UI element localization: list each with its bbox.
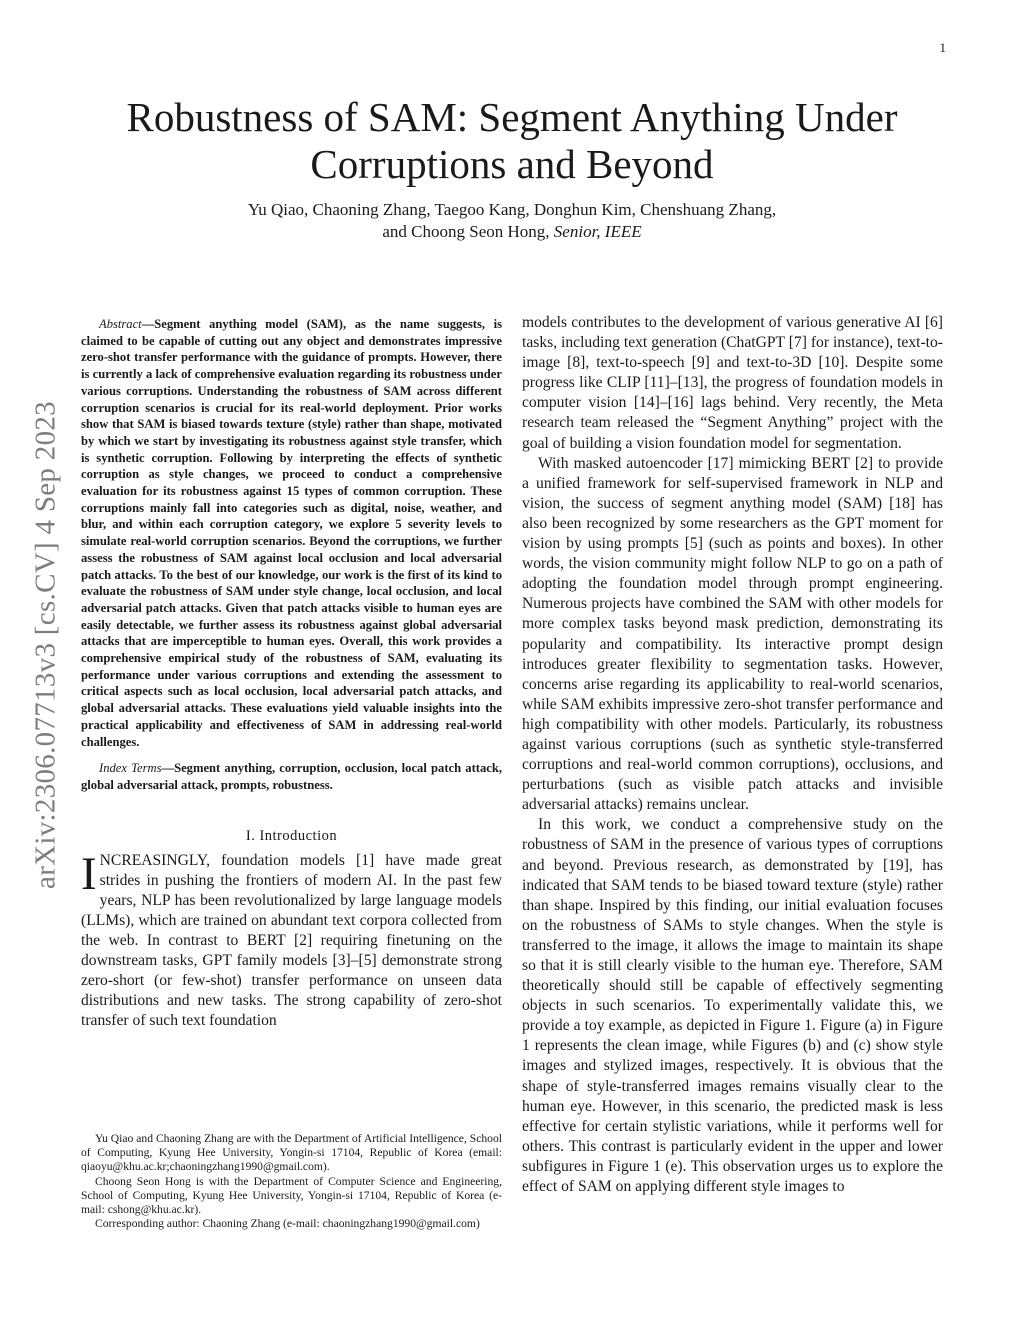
authors-line-2-prefix: and Choong Seon Hong,: [382, 222, 554, 241]
title-line-2: Corruptions and Beyond: [310, 141, 714, 187]
abstract: [81, 316, 502, 750]
title-line-1: Robustness of SAM: Segment Anything Under: [126, 94, 898, 140]
abstract-label: Abstract: [99, 317, 142, 331]
body-paragraph-1: models contributes to the development of various generative AI [6] tasks, including text generation (ChatGPT [7] for instance), text-to-image [8], text-to-speech [9] and text-to-3D [10]. Despite some progress like CLIP [11]–[13], the progress of foundation models in computer vision [14]–[16] lags behind. Very recently, the Meta research team released the “Segment Anything” project with the goal of building a vision foundation model for segmentation.: [522, 314, 943, 452]
index-terms-label: Index Terms: [99, 761, 162, 776]
footnotes: [81, 1132, 502, 1231]
intro-text: NCREASINGLY, foundation models [1] have made great strides in pushing the frontiers of modern AI. In the past few years, NLP has been revolutionalized by large language models (LLMs), which are trained on abundant text corpora collected from the web. In contrast to BERT [2] requiring finetuning on the downstream tasks, GPT family models [3]–[5] demonstrate strong zero-short (or few-shot) transfer performance on unseen data distributions and new tasks. The strong capability of zero-shot transfer of such text foundation: [81, 851, 502, 1030]
drop-cap: I: [81, 847, 97, 900]
authors-line-1: Yu Qiao, Chaoning Zhang, Taegoo Kang, Donghun Kim, Chenshuang Zhang,: [247, 200, 777, 219]
index-terms: [81, 760, 502, 793]
abstract-text: —Segment anything model (SAM), as the name suggests, is claimed to be capable of cutting out any object and demonstrates impressive zero-shot transfer performance with the guidance of prompts. However, there is currently a lack of comprehensive evaluation regarding its robustness under various corruptions. Understanding the robustness of SAM across different corruption scenarios is crucial for its real-world deployment. Prior works show that SAM is biased towards texture (style) rather than shape, motivated by which we start by investigating its robustness against style transfer, which is synthetic corruption. Following by interpreting the effects of synthetic corruption as style changes, we proceed to conduct a comprehensive evaluation for its robustness against 15 types of common corruption. These corruptions mainly fall into categories such as digital, noise, weather, and blur, and within each corruption category, we explore 5 severity levels to simulate real-world corruption scenarios. Beyond the corruptions, we further assess the robustness of SAM against local occlusion and local adversarial patch attacks. To the best of our knowledge, our work is the first of its kind to evaluate the robustness of SAM under style change, local occlusion, and local adversarial patch attacks. Given that patch attacks visible to human eyes are easily detectable, we further assess its robustness against global adversarial attacks that are imperceptible to human eyes. Overall, this work provides a comprehensive empirical study of the robustness of SAM, evaluating its performance under various corruptions and extending the assessment to critical aspects such as local occlusion, local adversarial patch attacks, and global adversarial attacks. These evaluations yield valuable insights into the practical applicability and effectiveness of SAM in addressing real-world challenges.: [81, 317, 502, 749]
index-terms-text: —Segment anything, corruption, occlusion, local patch attack, global adversarial attack, prompts, robustness.: [81, 761, 502, 792]
paper-title: [100, 94, 924, 188]
intro-paragraph: [81, 847, 502, 1032]
section-heading-introduction: I. Introduction: [245, 827, 338, 844]
body-paragraph-2: With masked autoencoder [17] mimicking BERT [2] to provide a unified framework for self-supervised framework in NLP and vision, the success of segment anything model (SAM) [18] has also been recognized by some researchers as the GPT moment for vision by using prompts [5] (such as points and boxes). In other words, the vision community might follow NLP to go on a path of adopting the foundation model through prompt engineering. Numerous projects have combined the SAM with other models for more complex tasks beyond mask prediction, demonstrating its popularity and compatibility. Its interactive prompt design introduces greater flexibility to segmentation tasks. However, concerns arise regarding its applicability to real-world scenarios, while SAM exhibits impressive zero-shot transfer performance and high compatibility with other models. Particularly, its robustness against various corruptions (such as synthetic style-transferred corruptions and real-world common corruptions), occlusions, and perturbations (such as visible patch attacks and invisible adversarial attacks) remains unclear.: [522, 454, 943, 814]
arxiv-identifier[interactable]: arXiv:2306.07713v3 [cs.CV] 4 Sep 2023: [29, 401, 62, 889]
author-list: [100, 199, 924, 243]
authors-line-2: [100, 221, 924, 243]
author-title: Senior, IEEE: [553, 222, 642, 241]
arxiv-sidebar: [26, 360, 66, 930]
right-column: [522, 313, 943, 1197]
left-column: [81, 316, 502, 1032]
footnote-corresponding-author: Corresponding author: Chaoning Zhang (e-mail: chaoningzhang1990@gmail.com): [95, 1217, 480, 1231]
page-number: 1: [939, 40, 946, 55]
footnote-affiliation-2: Choong Seon Hong is with the Department of Computer Science and Engineering, School of Computing, Kyung Hee University, Yongin-si 17104, Republic of Korea (e-mail: cshong@khu.ac.kr).: [81, 1174, 502, 1217]
body-paragraph-3: In this work, we conduct a comprehensive study on the robustness of SAM in the presence of various types of corruptions and beyond. Previous research, as demonstrated by [19], has indicated that SAM tends to be biased toward texture (style) rather than shape. Inspired by this finding, our initial evaluation focuses on the robustness of SAMs to style changes. When the style is transferred to the image, it allows the image to maintain its shape so that it is still clearly visible to the human eye. Therefore, SAM theoretically should still be capable of effectively segmenting objects in such scenarios. To experimentally validate this, we provide a toy example, as depicted in Figure 1. Figure (a) in Figure 1 represents the clean image, while Figures (b) and (c) show style images and stylized images, respectively. It is obvious that the shape of style-transferred images remains visually clear to the human eye. However, in this scenario, the predicted mask is less effective for certain stylistic variations, while it performs well for others. This contrast is particularly evident in the upper and lower subfigures in Figure 1 (e). This observation urges us to explore the effect of SAM on applying different style images to: [522, 816, 943, 1196]
footnote-affiliation-1: Yu Qiao and Chaoning Zhang are with the Department of Artificial Intelligence, School of Computing, Kyung Hee University, Yongin-si 17104, Republic of Korea (email: qiaoyu@khu.ac.kr;chaoningzhang1990@gmail.com).: [81, 1132, 502, 1174]
